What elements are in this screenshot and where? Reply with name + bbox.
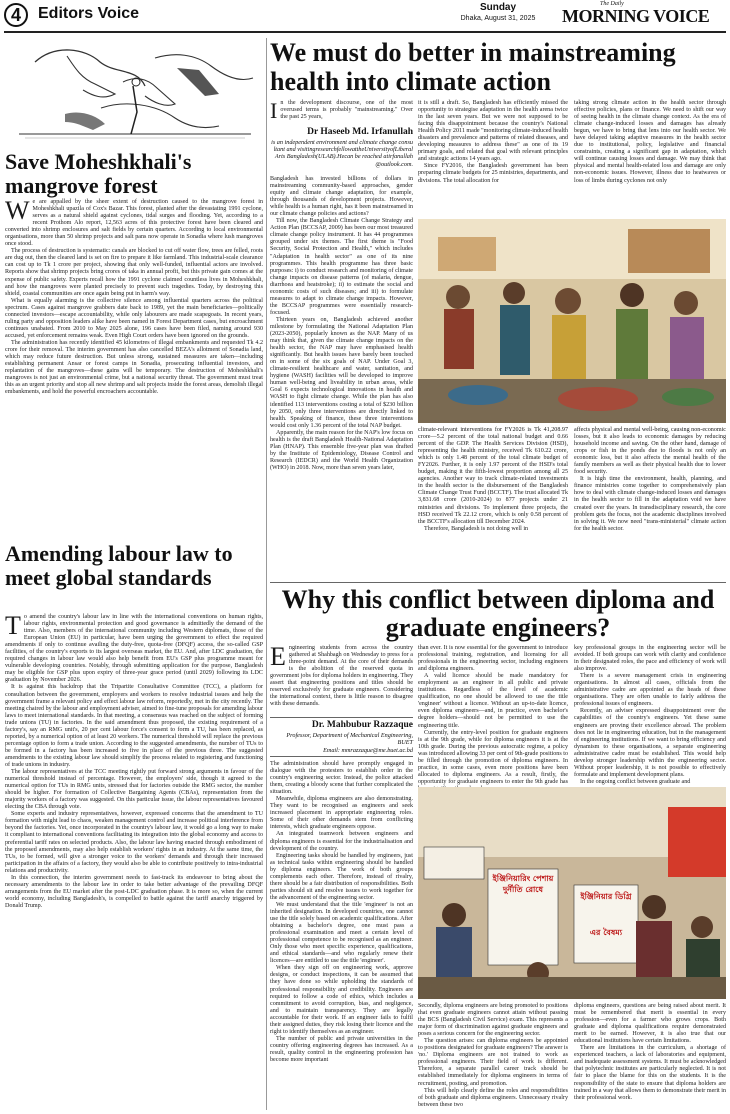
climate-author-bio: is an independent environment and climate change consultant and visitingresearchfellowattheUniversityofLiberalArts Bangladesh(ULAB).Hecan be reached atirfanullah@outlook.com. — [271, 139, 413, 168]
paragraph: It is high time the environment, health, planning, and finance ministries come together to comprehensively plan how to deal with climate change-induced losses and damages in the health sector to fill in the adaptation void we have created over the years. In transdisciplinary research, the core problem gets the focus, not the academic disciplines involved in solving it. We now need "trans-ministerial" climate action for the health sector. — [574, 476, 726, 532]
paragraph: Meanwhile, diploma engineers are also demonstrating. They want to be recognised as engineers and seek increased placement in appropriate engineering roles. Some of their other demands stem from conflicting interests, which graduate engineers oppose. — [270, 796, 413, 831]
dropcap: I — [270, 98, 278, 123]
paragraph: When they sign off on engineering work, approve designs, or conduct inspections, it can be assumed that they have done so while upholding the standards of professional responsibility and credibility. Engineers are required to follow a code of ethics, which includes a commitment to avoid corruption, bias, and negligence, and to maintain transparency. They are legally accountable for their work. If an engineer fails to fulfil their assigned duties, they risk losing their licence and the right to identify themselves as an engineer. — [270, 965, 413, 1035]
paragraph: e are appalled by the sheer extent of destruction caused to the mangrove forest in Moheshkhali upazila of Cox's Bazar. This forest, planted after the devastating 1991 cyclone, serves as a natural shield against cyclones, tidal surges and flooding. Yet, according to a recent Prothom Alo report, 12,563 acres of this protective forest have been cleared and converted into shrimp enclosures and salt fields by certain quarters. According to local environmental organisations, more than 50 shrimp projects and salt pans now operate in Sonadia where lush mangroves once stood. — [5, 199, 263, 248]
page-number: 4 — [10, 5, 21, 25]
article-divider — [270, 582, 726, 583]
paragraph: Apparently, the main reason for the NAP's low focus on health is the draft Bangladesh Health-National Adaptation Plan (HNAP). This ensemble five-year plan was drafted by the Institute of Epidemiology, Disease Control and Research (IEDCR) and the World Health Organization (WHO) in 2018. Now, more than seven years later, — [270, 429, 413, 471]
paragraph: affects physical and mental well-being, causing non-economic losses, but it also leads to economic damages by reducing household income and saving. On the other hand, damage of crops or fish in the ponds due to floods is not only an economic loss, but it also affects the mental health of the family members as well as their physical health due to lower food security. — [574, 427, 727, 476]
paragraph: Thirteen years on, Bangladesh achieved another milestone by formulating the National Adaptation Plan (2023-2050), popularly known as the NAP. Many of us may think that, given the climate change impacts on the health sector, the NAP may have emphasised health significantly. But health issues have barely been touched on in some of the six goals of NAP. Under Goal 3, climate-resilient healthcare and water, sanitation, and hygiene (WASH) facilities will be developed to improve human well-being and liveability in urban areas, while Goal 6 expects technological innovations in health and WASH to fight climate change. While the plan has also identified 113 interventions costing a total of $230 billion by 2050, only three interventions are directly linked to health. Speaking of finance, these three interventions would cost only 1.36 percent of the total NAP budget. — [270, 316, 413, 429]
protest-photo — [418, 787, 726, 999]
header-rule — [4, 31, 726, 33]
byline-rule — [270, 717, 413, 718]
dropcap: W — [5, 196, 30, 225]
climate-col3b — [574, 427, 726, 579]
paragraph: We must understand that the title 'engineer' is not an inherited designation. In developed countries, one cannot use the title solely based on academic qualifications. After obtaining a bachelor's degree, one must pass a professional examination and meet a certain level of professional competence to be recognised as an engineer. Only those who meet specific experience, qualifications, and ethical standards—and who regularly renew their licences—are entitled to use the title 'engineer'. — [270, 901, 413, 965]
protest-sign-text-2: ইঞ্জিনিয়ার ডিগ্রি — [580, 892, 632, 901]
climate-col2 — [418, 100, 568, 216]
engineers-col3b — [574, 1003, 726, 1109]
engineers-col2b — [418, 1003, 568, 1109]
paragraph: The labour representatives at the TCC meeting rightly put forward strong arguments in favour of the numerical threshold instead of percentage. However, the employers' side, though it agreed to the numerical option for TUs in RMG units, stressed that for factories outside the RMG sector, the number should be higher. For formation of Collective Bargaining Agents (CBAs), representation from the majority workers of a factory was suggested. On this particular issue, the labour representatives favoured electing the CBA through vote. — [5, 769, 263, 811]
engineers-author: Dr. Mahbubur Razzaque — [311, 720, 413, 730]
header-day: Sunday — [479, 2, 517, 13]
intro-text: ngineering students from across the country gathered at Shahbagh on Wednesday to press for a three-point demand. At the core of their demands is the abolition of the reserved quota in government jobs for diploma holders in engineering. They assert that engineering positions and titles should be reserved exclusively for graduate engineers. Considering the international context, there is little reason to disagree with these demands. — [270, 645, 413, 708]
page-header — [0, 0, 730, 36]
paragraph: o amend the country's labour law in line with the international conventions on human rights, labour rights, environmental protection and good governance is admittedly the demand of the time. Also, members of the international community including Western diplomats, those of the European Union (EU) in particular, have been urging the government to effect the required amendments if only to continue availing the duty-free, quota-free (DFQF) access, the so-called GSP facilities, of the country's exports to its largest overseas market, the EU. And, after LDC graduation, the required changes in labour law would also help benefit from EU's GSP plus programme meant for vulnerable developing countries. Notably, through submitting application for the purpose, Bangladesh may be eligible for GSP plus upon expiry of three-year grace period (until 2029) following its LDC graduation by November 2026. — [5, 614, 263, 684]
intro-text: n the development discourse, one of the most overused terms is probably "mainstreaming." Over the past 25 years, — [280, 100, 413, 121]
paragraph: key professional groups in the engineering sector will be avoided. If both groups can work with clarity and confidence in their designated roles, the pace and efficiency of work will also improve. — [574, 645, 726, 673]
paragraph: There is a severe management crisis in engineering organisations. In almost all cases, officials from the administrative cadre are appointed as the heads of these organisations. They are often unable to fairly address the professional issues of engineers. — [574, 673, 726, 708]
engineers-intro — [270, 642, 413, 717]
paragraph: In this connection, the interim government needs to fast-track its endeavour to bring about the necessary amendments to the labour law in order to take better advantage of the prevailing DFQF arrangements from the EU market after the post-LDC graduation phase. It is more so, when the current world economy, including Bangladesh's, is compelled to battle against the tariff anarchy triggered by Donald Trump. — [5, 874, 263, 909]
editorial-labour-body — [5, 611, 263, 1108]
dropcap: T — [5, 611, 21, 640]
paragraph: This will help clearly define the roles and responsibilities of both graduate and diploma engineers. Unnecessary rivalry between these two — [418, 1087, 568, 1108]
paragraph: than ever. It is now essential for the government to introduce professional training, registration, and licensing for all professionals in the engineering sector, including engineers and diploma engineers. — [418, 645, 568, 673]
engineers-col1 — [270, 761, 413, 1109]
engineers-author-email: Email: mmrazzaque@me.buet.ac.bd — [323, 747, 413, 754]
paragraph: The administration should have promptly engaged in dialogue with the protesters to establish order in the country's engineering sector. Instead, the police attacked them, creating a bloody scene that further complicated the situation. — [270, 761, 413, 796]
masthead-small: The Daily — [600, 1, 624, 7]
section-title: Editors Voice — [38, 5, 140, 22]
paragraph: taking strong climate action in the health sector through effective policies, plans or finance. We need to shift our way of seeing health in the climate change context. As the era of climate change-induced losses and damages has already begun, we have to bring that lens into our health sector. We have delayed taking adaptive measures in the health sector due to institutional, policy, legislative and financial constraints, creating a significant gap in adaptation, which will continue causing losses and damage. We may think that physical and mental health-related loss and damage are only non-economic issues. However, illness due to heatwaves or loss of limbs during cyclones not only — [574, 100, 726, 184]
engineers-author-bio: Professor, Department of Mechanical Engineering, BUET — [286, 732, 413, 747]
header-date: Dhaka, August 31, 2025 — [460, 15, 536, 22]
paragraph: An integrated teamwork between engineers and diploma engineers is essential for the industrialisation and development of the country. — [270, 831, 413, 852]
article-engineers-title: Why this conflict between diploma and graduate engineers? — [281, 585, 715, 642]
paragraph: It is against this backdrop that the Tripartite Consultative Committee (TCC), a platform for consultation between the government, employers and workers to resolve industrial issues and help the government frame a relevant policy and effect labour law reform, reportedly, met in the city recently. The meeting chaired by the labour and employment adviser, aimed to fine-tune proposals for amending labour laws to meet international standards. In that meeting, a consensus was reached on the subject of forming trade unions (TU) in factories. In the said amendment thus proposed, the existing requirement of a factory's, say an RMG unit's, 20 per cent labour force's consent to form a TU, has been replaced, as reported, by a numerical option of at least 20 workers. The numerical threshold will replace the previous percentage option to form a trade union. According to the suggested amendments, the number of TUs to be formed in a factory has been increased to five in place of the previous three. The suggested amendments to the existing labour law should simplify the process related to registering and functioning of trade unions in industry. — [5, 684, 263, 768]
climate-intro — [270, 100, 413, 126]
climate-col1 — [270, 176, 413, 580]
engineers-col3 — [574, 645, 726, 783]
climate-col2b — [418, 427, 568, 579]
paragraph: it is still a draft. So, Bangladesh has efficiently missed the opportunity to strategise adaptation in the health arena twice in the last seven years. But we were not supposed to be facing this disappointment because the country's National Health Policy 2011 made "monitoring climate-induced health disasters and prevalence and patterns of related diseases, and developing measures to address these" as one of its 19 primary goals, and related that goal with relevant principles and strategic actions 14 years ago. — [418, 100, 568, 163]
paragraph: There are limitations in the curriculum, a shortage of experienced teachers, a lack of laboratories and equipment, and inadequate assessment systems. It must be acknowledged that polytechnic institutes are particularly neglected. It is not fair to place the blame for this on the students. It is the responsibility of the state to ensure that diploma holders are trained in a way that allows them to demonstrate their merit in their professional work. — [574, 1045, 726, 1101]
dropcap: E — [270, 642, 286, 671]
paragraph: Recently, an adviser expressed disappointment over the capabilities of the country's engineers. Yet these same engineers are proving their excellence abroad. The problem does not lie in engineering education, but in the management of engineering institutions. If we want to bring efficiency and dynamism to these organisations, a separate engineering administrative cadre must be established. This would help develop stronger leadership within the engineering sector. Without proper leadership, it is not possible to effectively formulate and implement development plans. — [574, 708, 726, 778]
engineers-col2 — [418, 645, 568, 783]
paragraph: diploma engineers, questions are being raised about merit. It must be remembered that merit is essential in every profession—even for a farmer who grows crops. Both graduate and diploma qualifications require demonstrated merit to be earned. However, it is also true that our educational institutions have certain limitations. — [574, 1003, 726, 1045]
protest-sign-text-3: এর বৈষম্য — [589, 928, 623, 937]
climate-author: Dr Haseeb Md. Irfanullah — [307, 127, 413, 137]
paragraph: Engineering tasks should be handled by engineers, just as technical tasks within engineering should be handled by diploma engineers. The work of both groups complements each other. Therefore, instead of rivalry, there should be a fair distribution of responsibilities. Both parties should sit and resolve issues to work together for the advancement of the engineering sector. — [270, 852, 413, 901]
paragraph: Bangladesh has invested billions of dollars in mainstreaming community-based approaches, gender equity and climate change adaptation, for example, through thousands of development projects. However, while health is a human right, has it been mainstreamed in our climate change policies and actions? — [270, 176, 413, 218]
climate-photo — [418, 219, 726, 423]
paragraph: Since FY2016, the Bangladesh government has been preparing climate budgets for 25 ministries, departments, and divisions. The total allocation for — [418, 163, 568, 184]
paragraph: The administration has recently identified 45 kilometres of illegal embankments and requested Tk 4.2 crore for their removal. The interim government has also cancelled BEZA's allotment of Sonadia land, which may reduce future destruction. But unless strong, sustained measures are taken—including establishing permanent Ansar or forest camps in Sonadia, prosecuting influential investors, and replantation of the mangroves—these gains will be temporary. The destruction of Moheshkhali's mangroves is not just an environmental crime, but a national security threat. The government must treat this as an urgent priority and stop all new shrimp and salt projects inside the forest areas, demolish illegal embankments, and hold the powerful encroachers accountable. — [5, 339, 263, 396]
masthead-logo: MORNING VOICE — [562, 6, 710, 26]
paragraph: Secondly, diploma engineers are being promoted to positions that even graduate engineers cannot attain without passing the BCS (Bangladesh Civil Service) exam. This represents a major form of discrimination against graduate engineers and poses a serious concern for the engineering sector. — [418, 1003, 568, 1038]
paragraph: The number of public and private universities in the country offering engineering degrees has increased. As a result, quality control in the engineering profession has become more important — [270, 1035, 413, 1063]
column-divider-left — [266, 38, 267, 1110]
byline-rule-bottom — [270, 756, 413, 757]
paragraph: The process of destruction is systematic: canals are blocked to cut off water flow, trees are felled, roots are dug out, then the cleared land is set on fire to prepare it like farmland. This industrial-scale clearance can cost up to Tk 1 crore per project, showing that only well-funded, influential actors are involved. Reports show that shrimp projects bring crores of taka in annual profit, but this private gain comes at the expense of public safety. Experts recall how the 1991 cyclone claimed countless lives in Moheshkhali, and how the mangroves were planted precisely to prevent such tragedies. Today, by destroying this shield, coastal communities are once again being put in harm's way. — [5, 248, 263, 297]
editorial-mangrove-body — [5, 196, 263, 538]
paragraph: The question arises: can diploma engineers be appointed to positions designated for graduate engineers? The answer is 'no.' Diploma engineers are not trained to work as professional engineers. Their field of work is different. Therefore, a separate parallel career track should be established immediately for diploma engineers in terms of recruitment, posting, and promotion. — [418, 1038, 568, 1087]
paragraph: Till now, the Bangladesh Climate Change Strategy and Action Plan (BCCSAP, 2009) has been our most treasured climate change policy instrument. It has 44 programmes grouped under six themes. The first theme is "Food Security, Social Protection and Health," which includes "Adaptation in health sector" as one of its nine programmes. This health programme has three basic purposes: i) to conduct research and monitoring of climate change impacts on disease patterns (of malaria, dengue, diarrhoea and heatstroke); ii) to estimate the social and economic costs of such diseases; and iii) to formulate measures to adapt to climate change impacts. However, the BCCSAP programmes were essentially research-focused. — [270, 218, 413, 316]
paragraph: What is equally alarming is the collective silence among influential quarters across the political spectrum. Cases against mangrove grabbers date back to 1989, yet the main beneficiaries—politically connected investors—escape accountability, while only labourers are made scapegoats. In recent years, ruling party and opposition leaders alike have been named in Forest Department cases, but encroachment continues unabated. From 2010 to May 2025 alone, 196 cases have been filed, naming around 930 accused, yet enforcement remains weak. Even High Court orders have been ignored on the grounds. — [5, 297, 263, 339]
editorial-mangrove-title: Save Moheshkhali's mangrove forest — [5, 149, 192, 198]
protest-sign-text: ইঞ্জিনিয়ারিং পেশায় দুর্নীতি রোধে — [492, 874, 554, 894]
paragraph: Therefore, Bangladesh is not doing well in — [424, 525, 529, 532]
paragraph: Some experts and industry representatives, however, expressed concerns that the amendment to TU formation with might lead to chaos, weaken management control and increase political interference from beyond the factories. Yet, once incorporated in the country's labour law, it would go a long way to make it compliant to international conventions facilitating its integration into the global economy and access to preferential tariff rates on selected products. Also, the labour law having enacted through embodiment of the proposed amendments, may also help establish workers' rights in an industry. At the same time, the TUs, to be formed, will give a stronger voice to the workers' demands and through their increased participation in the affairs of a factory, they would also be able to contribute positively to intra-industrial relations and productivity. — [5, 811, 263, 874]
paragraph: A valid licence should be made mandatory for employment as an engineer in all public and private institutions. Regardless of the level of academic qualification, no one should be allowed to use the title 'engineer' without a licence. Without an up-to-date licence, even diploma engineers—and, in practice, even bachelor's degree holders—should not be permitted to use the engineering title. — [418, 673, 568, 729]
paragraph: climate-relevant interventions for FY2026 is Tk 41,208.97 crore—5.2 percent of the total national budget and 0.66 percent of the GDP. The Health Services Division (HSD), representing the health ministry, received Tk 610.22 crore, which is only 1.48 percent of the total climate budget of FY2026. Further, it is only 1.97 percent of the HSD's total budget, making it the fifth-lowest proportion among all 25 agencies. Another way to track climate-related investments in the health sector is the disbursement of the Bangladesh Climate Change Trust Fund (BCCTF). The trust allocated Tk 3,831.68 crore (2010-2024) to 877 projects under 21 ministries and divisions. To implement three projects, the HSD received Tk 22.12 crore, which is only 0.58 percent of the BCCTF's allocation till December 2024. — [418, 427, 568, 525]
climate-col3 — [574, 100, 726, 216]
editorial-labour-title: Amending labour law to meet global standards — [5, 541, 233, 590]
article-climate-title: We must do better in mainstreaming health into climate action — [270, 38, 676, 96]
paragraph: Currently, the entry-level position for graduate engineers is at the 9th grade, while for diploma engineers it is at the 10th grade. During the previous autocratic regime, a policy was introduced allowing 33 per cent of 9th-grade positions to be filled through the promotion of diploma engineers. In practice, in some cases, even more positions have been allocated to diploma engineers. As a result, firstly, the opportunity for graduate engineers to enter the 9th grade has — [418, 729, 568, 785]
editorial-illustration — [5, 38, 263, 146]
paragraph: In the ongoing conflict between graduate and — [580, 778, 691, 785]
